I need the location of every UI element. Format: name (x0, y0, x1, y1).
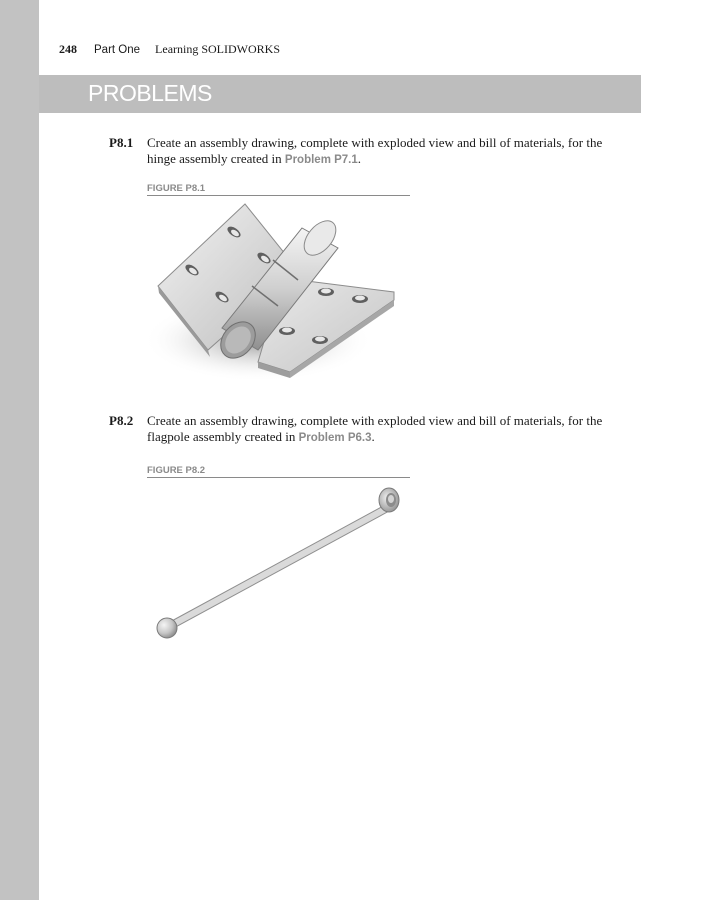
section-title: PROBLEMS (88, 80, 212, 106)
flagpole-illustration (150, 484, 415, 644)
figure-caption-p8-2: FIGURE P8.2 (147, 465, 410, 478)
part-label: Part One (94, 44, 141, 56)
problem-reference-link[interactable]: Problem P7.1 (284, 154, 358, 166)
book-title: Learning SOLIDWORKS (155, 42, 281, 56)
section-banner (39, 75, 641, 113)
problem-number: P8.1 (109, 135, 134, 150)
flagpole-ball (157, 618, 177, 638)
problem-number: P8.2 (109, 413, 134, 428)
hinge-illustration (148, 200, 400, 384)
page-number: 248 (59, 42, 77, 56)
running-head (59, 42, 280, 57)
figure-caption-p8-1: FIGURE P8.1 (147, 183, 410, 196)
problem-reference-link[interactable]: Problem P6.3 (298, 432, 372, 444)
problem-text: Create an assembly drawing, complete with exploded view and bill of materials, for the hinge assembly created in Problem P7.1. (147, 135, 603, 166)
flagpole-truck (379, 488, 399, 512)
left-margin-bar (0, 0, 39, 900)
problem-text: Create an assembly drawing, complete with exploded view and bill of materials, for the flagpole assembly created in Problem P6.3. (147, 413, 603, 444)
